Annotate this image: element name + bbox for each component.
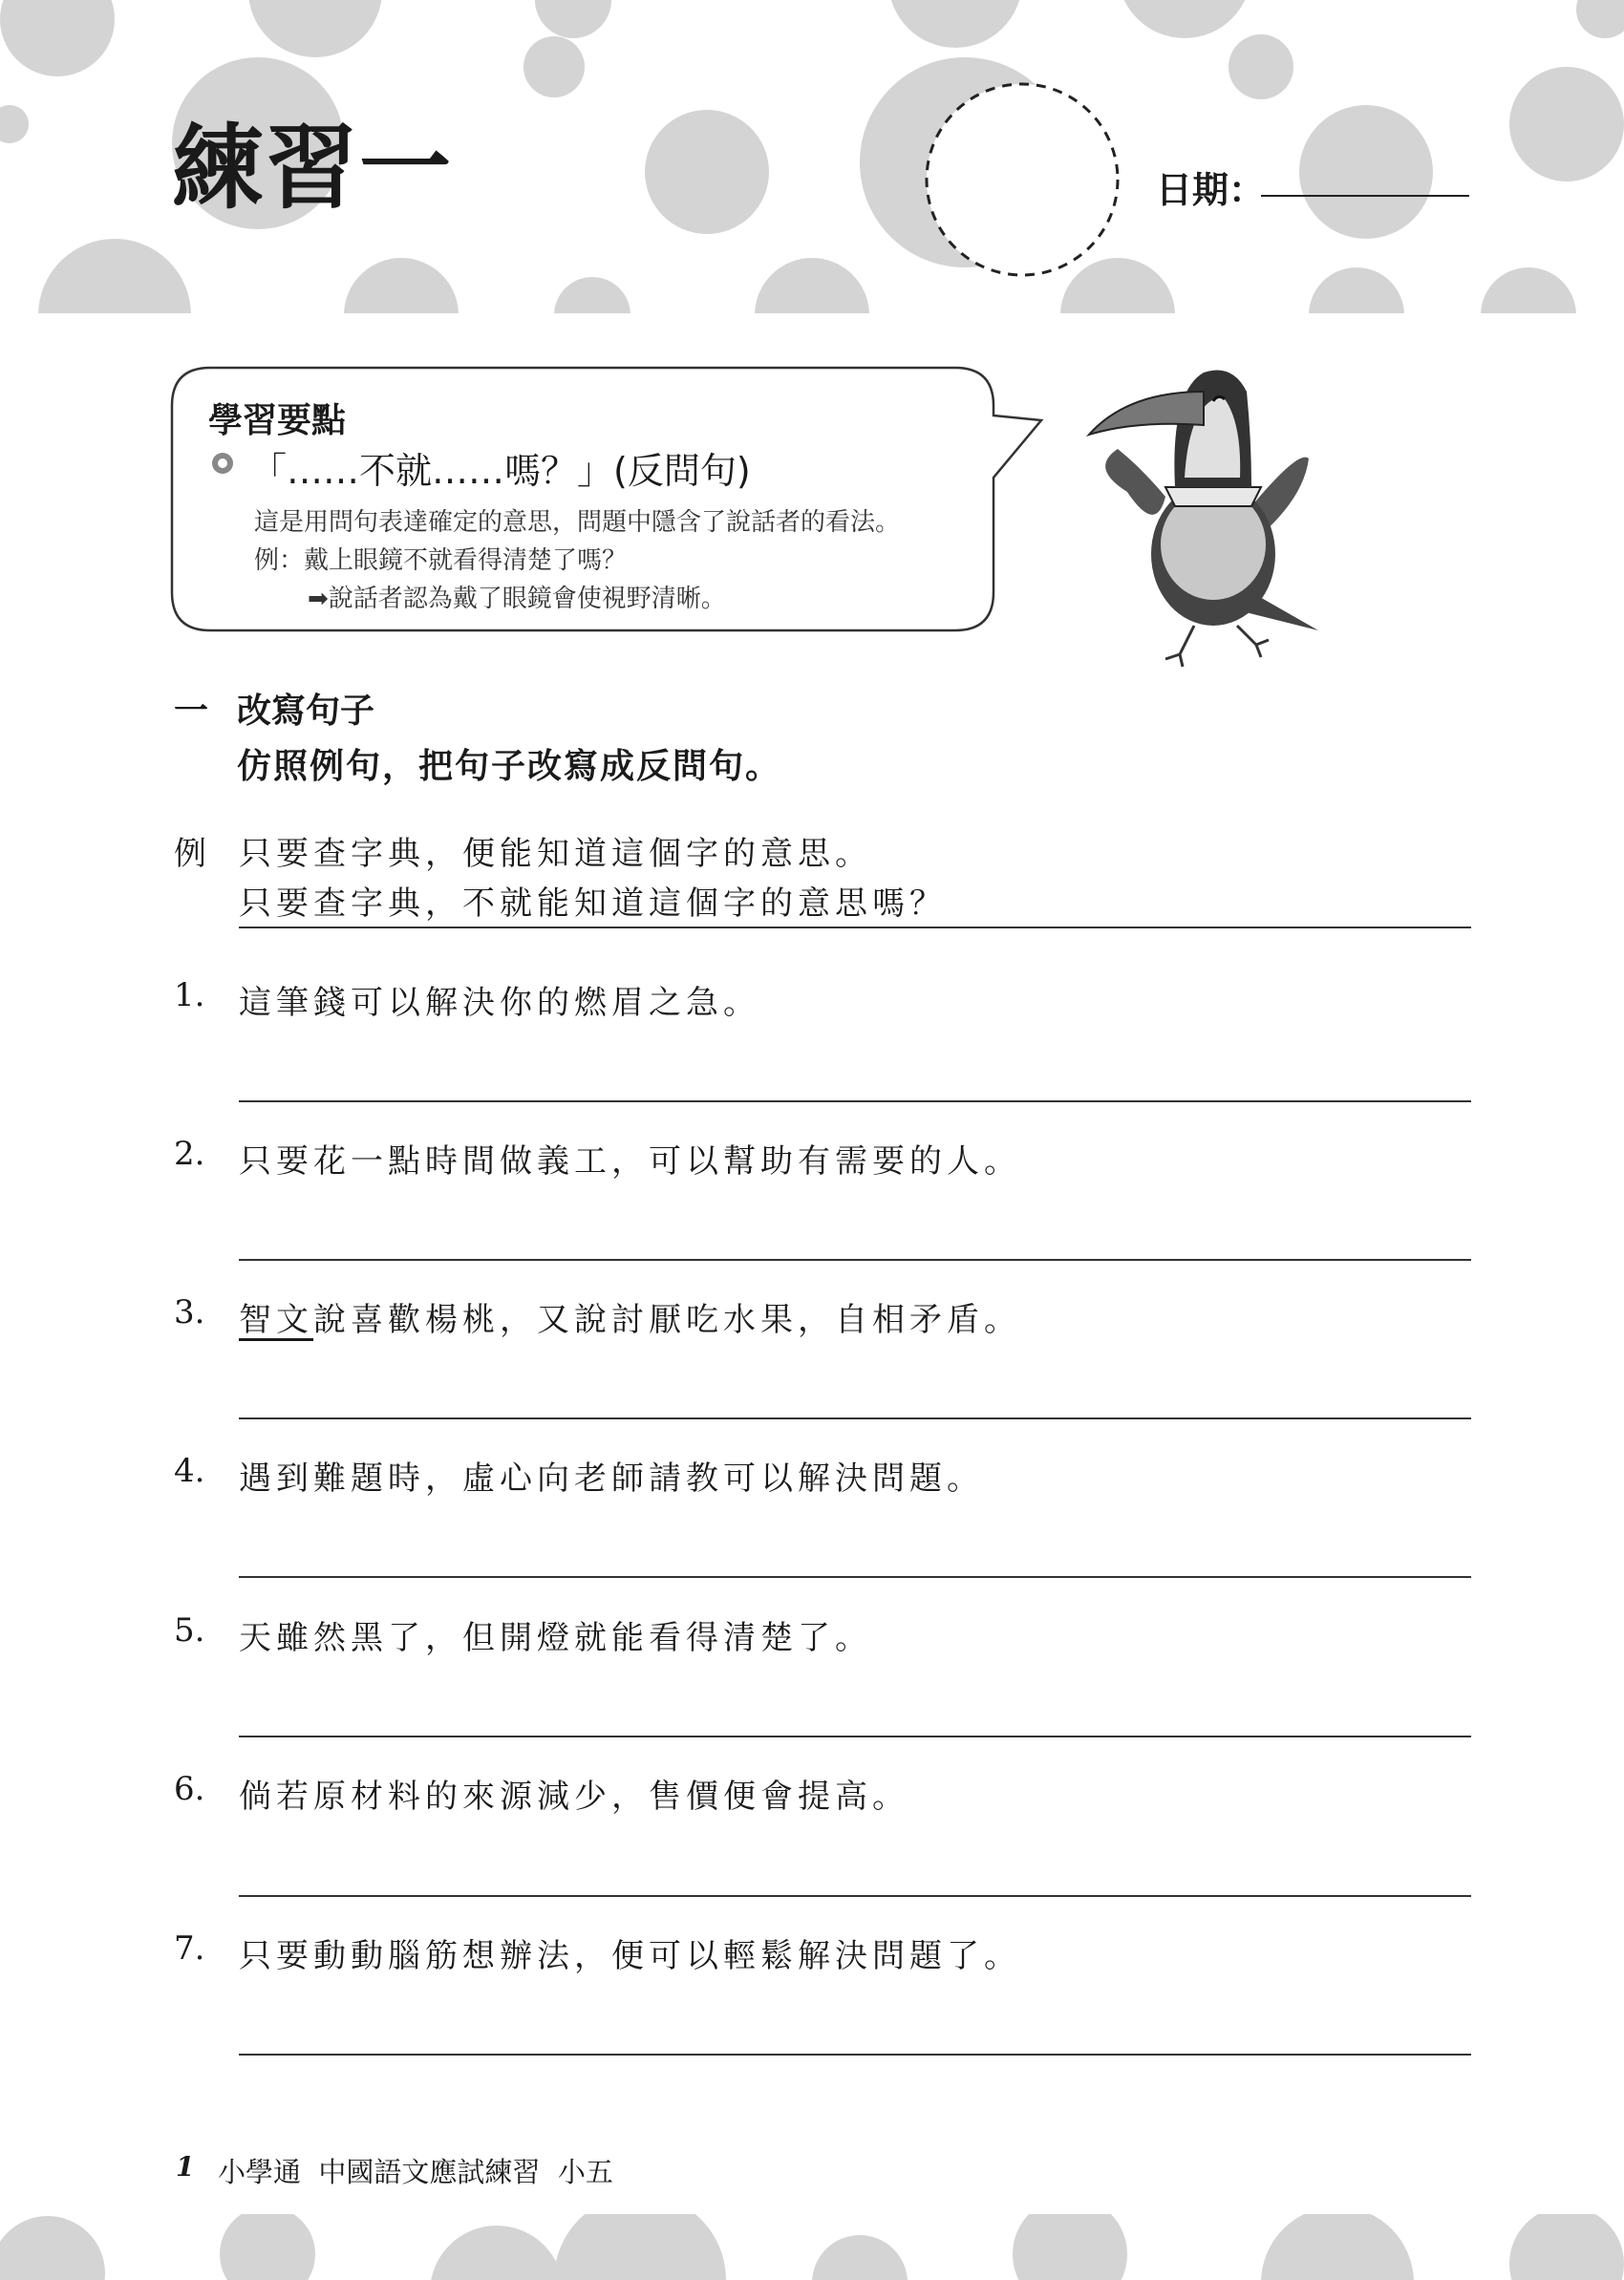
- answer-line-2[interactable]: [239, 1259, 1471, 1261]
- key-point-inference: ➡說話者認為戴了眼鏡會使視野清晰。: [308, 585, 726, 613]
- example-answer-line: [239, 927, 1471, 928]
- date-input-line[interactable]: [1261, 195, 1469, 197]
- answer-line-1[interactable]: [239, 1100, 1471, 1102]
- question-text: 只要動動腦筋想辦法，便可以輕鬆解決問題了。: [239, 1937, 1021, 1975]
- question-text-rest: 說喜歡楊桃，又說討厭吃水果，自相矛盾。: [313, 1301, 1021, 1339]
- question-number: 6.: [174, 1770, 205, 1808]
- proper-name: 智文: [239, 1301, 313, 1339]
- key-point-example: 例：戴上眼鏡不就看得清楚了嗎？: [254, 546, 628, 575]
- page-title: 練習一: [172, 115, 453, 222]
- answer-line-6[interactable]: [239, 1895, 1471, 1897]
- key-points-heading: 學習要點: [208, 401, 347, 440]
- example-rewritten: 只要查字典，不就能知道這個字的意思嗎？: [239, 884, 947, 923]
- question-number: 1.: [174, 976, 205, 1014]
- question-number: 2.: [174, 1135, 205, 1173]
- section-instruction: 仿照例句，把句子改寫成反問句。: [237, 747, 782, 786]
- question-text: 遇到難題時，虛心向老師請教可以解決問題。: [239, 1460, 984, 1498]
- question-number: 5.: [174, 1611, 205, 1650]
- question-number: 7.: [174, 1929, 205, 1968]
- section-number: 一: [174, 692, 209, 731]
- example-label: 例: [174, 835, 206, 873]
- date-label: 日期：: [1156, 169, 1266, 211]
- answer-line-4[interactable]: [239, 1576, 1471, 1578]
- example-original: 只要查字典，便能知道這個字的意思。: [239, 835, 872, 873]
- bullet-circle-icon: [208, 449, 237, 478]
- question-text: [239, 1293, 1021, 1340]
- question-text: 只要花一點時間做義工，可以幫助有需要的人。: [239, 1142, 1021, 1181]
- answer-line-7[interactable]: [239, 2054, 1471, 2056]
- question-text: 天雖然黑了，但開燈就能看得清楚了。: [239, 1619, 872, 1657]
- page-number: 1: [176, 2151, 195, 2183]
- section-title: 改寫句子: [237, 692, 375, 731]
- book-title: 小學通 中國語文應試練習 小五: [218, 2156, 613, 2188]
- question-text: 這筆錢可以解決你的燃眉之急。: [239, 984, 760, 1022]
- toucan-mascot-icon: [1070, 353, 1357, 669]
- answer-line-3[interactable]: [239, 1417, 1471, 1419]
- question-text: 倘若原材料的來源減少，售價便會提高。: [239, 1778, 909, 1816]
- question-number: 3.: [174, 1293, 205, 1332]
- question-number: 4.: [174, 1452, 205, 1490]
- key-point-pattern: 「……不就……嗎？」(反問句): [250, 450, 751, 492]
- answer-line-5[interactable]: [239, 1736, 1471, 1737]
- key-point-explanation: 這是用問句表達確定的意思，問題中隱含了說話者的看法。: [254, 508, 901, 537]
